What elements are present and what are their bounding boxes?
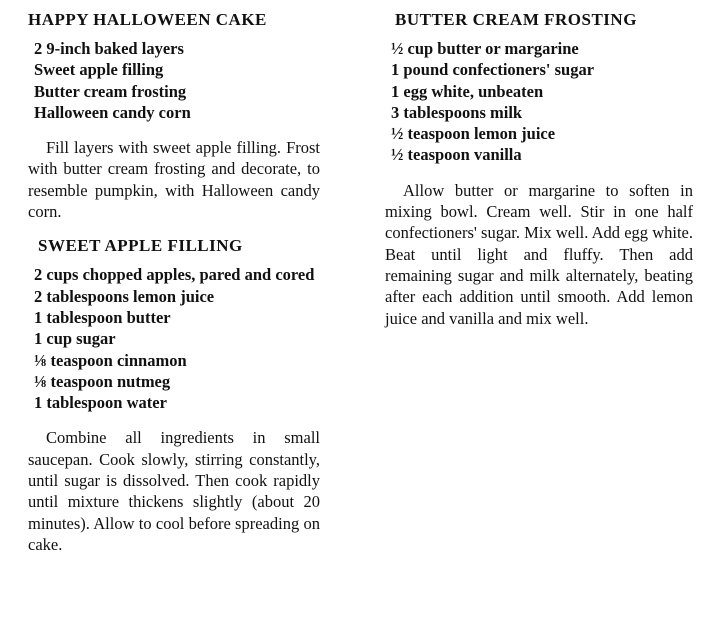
ingredient-item: Halloween candy corn <box>34 102 191 122</box>
filling-title: SWEET APPLE FILLING <box>38 236 243 256</box>
filling-directions: Combine all ingredients in small saucepan. Cook slowly, stirring constantly, until sugar is dissolved. Then cook rapidly until mixture thickens slightly (about 20 minutes). Allow to cool before spreading on cake. <box>28 428 320 554</box>
ingredient-item: Sweet apple filling <box>34 60 164 80</box>
ingredient-item: 1 pound confectioners' sugar <box>391 60 595 80</box>
ingredient-item: 1 cup sugar <box>34 329 116 349</box>
ingredient-item: ⅛ teaspoon nutmeg <box>34 371 171 391</box>
ingredient-item: 1 tablespoon butter <box>34 307 171 327</box>
cake-ingredient-list <box>28 38 324 123</box>
frosting-title: BUTTER CREAM FROSTING <box>395 10 637 29</box>
ingredient-item: ½ teaspoon lemon juice <box>391 124 556 144</box>
ingredient-item: ⅛ teaspoon cinnamon <box>34 350 187 370</box>
ingredient-item: 2 cups chopped apples, pared and cored <box>34 265 315 285</box>
ingredient-item: 1 tablespoon water <box>34 393 167 413</box>
ingredient-item: ½ cup butter or margarine <box>391 39 579 58</box>
ingredient-item: 2 tablespoons lemon juice <box>34 286 215 306</box>
ingredient-item: 1 egg white, unbeaten <box>391 81 544 101</box>
filling-ingredient-list <box>28 264 324 413</box>
ingredient-item: 3 tablespoons milk <box>391 102 523 122</box>
ingredient-item: ½ teaspoon vanilla <box>391 145 522 165</box>
cake-title: HAPPY HALLOWEEN CAKE <box>28 10 267 29</box>
ingredient-item: Butter cream frosting <box>34 81 187 101</box>
left-column <box>28 0 324 555</box>
right-column <box>385 0 695 329</box>
frosting-ingredient-list <box>385 38 695 166</box>
frosting-directions: Allow butter or margarine to soften in mixing bowl. Cream well. Stir in one half confectioners' sugar. Mix well. Add egg white. Beat until light and fluffy. Then add remaining sugar and milk alternately, beating after each addition until smooth. Add lemon juice and vanilla and mix well. <box>385 180 693 328</box>
cake-directions: Fill layers with sweet apple filling. Frost with butter cream frosting and decorate, to resemble pumpkin, with Halloween candy corn. <box>28 138 320 222</box>
ingredient-item: 2 9-inch baked layers <box>34 39 184 58</box>
